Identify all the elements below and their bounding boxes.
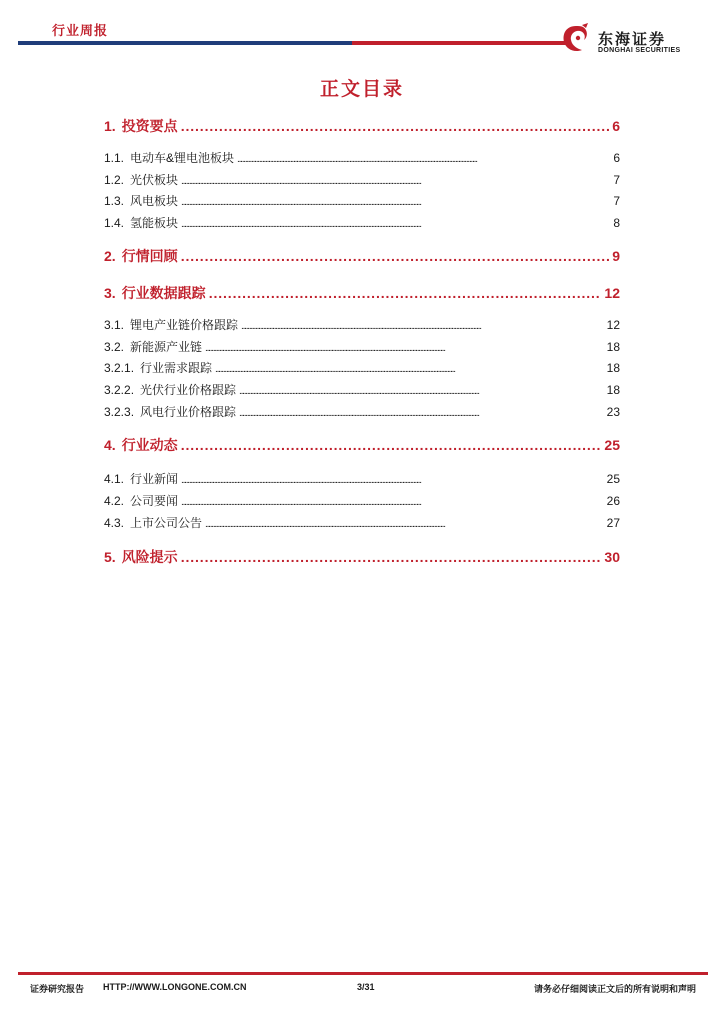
footer-disclaimer: 请务必仔细阅读正文后的所有说明和声明 [533,984,696,994]
logo-name: 东海证券 [598,31,667,48]
toc-entry-number: 3. [104,285,116,301]
toc-entry-number: 3.2.2. [104,383,135,397]
toc-leader-dots [239,408,604,419]
toc-entry-page: 6 [612,118,620,134]
toc-entry-label: 投资要点 [121,118,178,134]
company-logo [558,22,708,56]
toc-entry[interactable] [104,435,620,455]
toc-entry-page: 18 [606,383,620,397]
toc-entry-label: 电动车&锂电池板块 [130,151,235,165]
toc-title: 正文目录 [319,79,404,100]
toc-entry-page: 25 [606,472,620,486]
toc-entry-number: 3.2.1. [104,361,135,375]
toc-entry[interactable] [104,116,620,136]
toc-entry-page: 12 [606,318,620,332]
toc-entry[interactable] [104,492,620,509]
toc-leader-dots [205,343,604,354]
toc-leader-dots [205,519,604,530]
toc-entry-number: 1.4. [104,216,125,230]
toc-leader-dots [181,437,602,453]
logo-english-name: DONGHAI SECURITIES [598,47,681,54]
toc-entry[interactable] [104,470,620,487]
toc-entry-number: 2. [104,248,116,264]
toc-entry-number: 3.1. [104,318,125,332]
toc-entry[interactable] [104,359,620,376]
toc-entry-page: 7 [613,194,620,208]
toc-entry-number: 1.2. [104,173,125,187]
toc-entry-number: 4.2. [104,494,125,508]
toc-entry[interactable] [104,514,620,531]
toc-entry-label: 行业新闻 [130,472,179,486]
toc-entry-page: 23 [606,405,620,419]
toc-leader-dots [181,197,610,208]
toc-entry-page: 8 [613,216,620,230]
toc-entry-label: 风电板块 [130,194,179,208]
toc-leader-dots [215,364,604,375]
toc-entry-number: 1.3. [104,194,125,208]
toc-entry-page: 25 [604,437,620,453]
toc-entry-number: 4.1. [104,472,125,486]
toc-entry-page: 30 [604,549,620,565]
toc-entry-label: 锂电产业链价格跟踪 [130,318,239,332]
toc-entry-page: 27 [606,516,620,530]
footer-report-label: 证券研究报告 [30,984,85,994]
toc-entry-page: 9 [612,248,620,264]
toc-entry-number: 4. [104,437,116,453]
toc-entry-page: 7 [613,173,620,187]
toc-leader-dots [209,285,602,301]
toc-entry[interactable] [104,381,620,398]
toc-entry[interactable] [104,246,620,266]
toc-entry-label: 风电行业价格跟踪 [140,405,237,419]
toc-entry[interactable] [104,192,620,209]
toc-entry-page: 12 [604,285,620,301]
toc-leader-dots [181,118,610,134]
report-type-label: 行业周报 [52,23,109,38]
toc-entry-label: 行业需求跟踪 [140,361,213,375]
header-divider-accent [352,41,566,45]
toc-leader-dots [239,386,604,397]
toc-leader-dots [181,475,604,486]
toc-entry[interactable] [104,338,620,355]
toc-entry-number: 4.3. [104,516,125,530]
toc-entry-number: 3.2. [104,340,125,354]
page-number: 3/31 [357,982,375,992]
toc-leader-dots [181,248,610,264]
toc-leader-dots [181,219,610,230]
toc-entry-number: 5. [104,549,116,565]
toc-entry[interactable] [104,214,620,231]
toc-leader-dots [181,176,610,187]
toc-entry-label: 行情回顾 [121,248,178,264]
toc-entry-number: 1. [104,118,116,134]
toc-entry-label: 氢能板块 [130,216,179,230]
toc-entry-label: 光伏板块 [130,173,179,187]
toc-entry-label: 公司要闻 [130,494,179,508]
toc-entry[interactable] [104,283,620,303]
toc-leader-dots [181,549,602,565]
toc-entry-label: 风险提示 [121,549,178,565]
footer-website-link[interactable]: HTTP://WWW.LONGONE.COM.CN [103,982,247,992]
toc-entry-label: 上市公司公告 [130,516,203,530]
toc-entry-label: 行业数据跟踪 [121,285,206,301]
toc-entry[interactable] [104,547,620,567]
toc-entry-number: 3.2.3. [104,405,135,419]
toc-entry-label: 行业动态 [121,437,178,453]
toc-entry-label: 新能源产业链 [130,340,203,354]
toc-leader-dots [181,497,604,508]
toc-entry-page: 26 [606,494,620,508]
footer-divider [18,972,708,975]
toc-leader-dots [237,154,610,165]
toc-entry-number: 1.1. [104,151,125,165]
toc-entry[interactable] [104,171,620,188]
toc-entry-page: 18 [606,340,620,354]
toc-entry[interactable] [104,403,620,420]
toc-entry[interactable] [104,149,620,166]
dragon-logo-icon [558,22,594,56]
toc-leader-dots [241,321,604,332]
toc-entry-page: 18 [606,361,620,375]
toc-entry-page: 6 [613,151,620,165]
toc-entry[interactable] [104,316,620,333]
toc-entry-label: 光伏行业价格跟踪 [140,383,237,397]
